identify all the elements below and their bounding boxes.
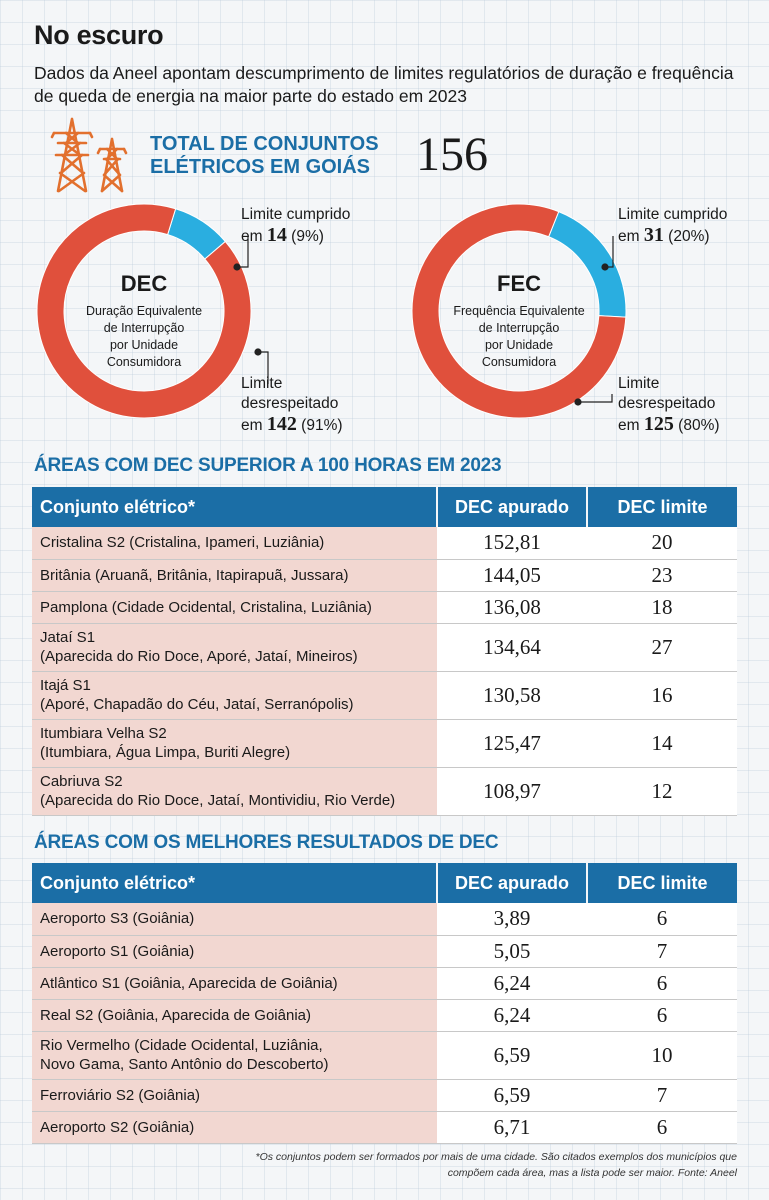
dec-exceeded-value: 142: [266, 413, 297, 435]
cell-set-name-line: Itumbiara Velha S2: [40, 725, 167, 742]
table-row: [32, 1079, 737, 1111]
cell-dec-value: 136,08: [437, 591, 587, 623]
fec-exceeded-label-line1: Limite: [618, 375, 660, 392]
cell-set-name-line: Novo Gama, Santo Antônio do Descoberto): [40, 1056, 329, 1073]
cell-dec-value: 3,89: [437, 903, 587, 935]
cell-dec-limit: 14: [587, 719, 737, 767]
dec-met-label-line1: Limite cumprido: [241, 206, 351, 223]
dec-met-percent: (9%): [291, 228, 324, 245]
fec-exceeded-dot: [575, 399, 581, 405]
cell-set-name-line: Aeroporto S2 (Goiânia): [40, 1118, 195, 1136]
table-row: [32, 967, 737, 999]
table-row: [32, 623, 737, 671]
cell-set-name-line: Cristalina S2 (Cristalina, Ipameri, Luziânia): [40, 534, 325, 552]
dec-met-label: [241, 205, 350, 247]
page-title: No escuro: [34, 20, 164, 50]
cell-set-name-line: (Aparecida do Rio Doce, Aporé, Jataí, Mineiros): [40, 648, 358, 665]
fec-exceeded-value: 125: [643, 413, 674, 435]
table-row: [32, 527, 737, 559]
cell-dec-limit: 10: [587, 1031, 737, 1079]
cell-dec-limit: 7: [587, 935, 737, 967]
cell-dec-value: 6,24: [437, 999, 587, 1031]
cell-dec-value: 130,58: [437, 671, 587, 719]
dec-met-value: 14: [266, 224, 287, 246]
cell-set-name: [32, 623, 437, 671]
dec-exceeded-percent: (91%): [301, 417, 343, 434]
cell-dec-limit: 27: [587, 623, 737, 671]
fec-exceeded-percent: (80%): [678, 417, 720, 434]
dec-desc-line: Consumidora: [106, 355, 182, 369]
cell-set-name-line: Cabriuva S2: [40, 773, 123, 790]
total-label-line1: TOTAL DE CONJUNTOS: [150, 133, 379, 155]
cell-dec-value: 6,24: [437, 967, 587, 999]
cell-set-name: [32, 903, 437, 935]
table-header-row: [32, 487, 737, 527]
table-row: [32, 999, 737, 1031]
table-row: [32, 1031, 737, 1079]
cell-set-name: [32, 527, 437, 559]
worst-dec-table: [32, 487, 737, 816]
cell-set-name-line: Jataí S1: [40, 629, 96, 646]
dec-met-prefix: em: [241, 228, 263, 245]
page-subtitle: Dados da Aneel apontam descumprimento de limites regulatórios de duração e frequência de queda de energia na maior parte do estado em 2023: [34, 63, 734, 106]
cell-set-name-line: Aeroporto S1 (Goiânia): [40, 942, 195, 960]
dec-desc-line: por Unidade: [109, 338, 179, 352]
cell-dec-value: 6,71: [437, 1111, 587, 1143]
cell-set-name: [32, 935, 437, 967]
footnote-line1: *Os conjuntos podem ser formados por mais de uma cidade. São citados exemplos dos municípios que: [255, 1151, 737, 1163]
cell-set-name: [32, 671, 437, 719]
cell-set-name-line: Britânia (Aruanã, Britânia, Itapirapuã, Jussara): [40, 566, 349, 584]
fec-met-value: 31: [643, 224, 664, 246]
cell-set-name-line: (Aporé, Chapadão do Céu, Jataí, Serranópolis): [40, 696, 354, 713]
column-header-dec: DEC apurado: [437, 487, 587, 527]
cell-set-name: [32, 1031, 437, 1079]
cell-set-name: [32, 999, 437, 1031]
cell-set-name: [32, 559, 437, 591]
table-row: [32, 903, 737, 935]
dec-met-dot: [234, 264, 240, 270]
table-row: [32, 1111, 737, 1143]
column-header-limit: DEC limite: [587, 863, 737, 903]
table-row: [32, 767, 737, 815]
dec-exceeded-label-line1: Limite: [241, 375, 283, 392]
total-label-line2: ELÉTRICOS EM GOIÁS: [150, 156, 371, 178]
cell-dec-value: 125,47: [437, 719, 587, 767]
dec-exceeded-prefix: em: [241, 417, 263, 434]
cell-set-name-line: Ferroviário S2 (Goiânia): [40, 1086, 201, 1104]
fec-donut-name: FEC: [497, 271, 541, 296]
cell-set-name: [32, 1111, 437, 1143]
fec-met-percent: (20%): [668, 228, 710, 245]
table-row: [32, 591, 737, 623]
dec-desc-line: de Interrupção: [103, 321, 185, 335]
cell-set-name-line: Atlântico S1 (Goiânia, Aparecida de Goiânia): [40, 974, 338, 992]
cell-set-name-line: (Aparecida do Rio Doce, Jataí, Montividiu, Rio Verde): [40, 792, 396, 809]
table-row: [32, 935, 737, 967]
cell-dec-limit: 18: [587, 591, 737, 623]
fec-exceeded-leader: [578, 394, 612, 402]
cell-set-name-line: Pamplona (Cidade Ocidental, Cristalina, Luziânia): [40, 598, 372, 616]
cell-dec-limit: 6: [587, 1111, 737, 1143]
cell-set-name-line: (Itumbiara, Água Limpa, Buriti Alegre): [40, 744, 291, 761]
fec-met-dot: [602, 264, 608, 270]
cell-dec-limit: 6: [587, 903, 737, 935]
cell-set-name-line: Aeroporto S3 (Goiânia): [40, 910, 195, 928]
cell-dec-limit: 16: [587, 671, 737, 719]
fec-exceeded-prefix: em: [618, 417, 640, 434]
cell-set-name: [32, 591, 437, 623]
cell-dec-limit: 23: [587, 559, 737, 591]
cell-dec-value: 144,05: [437, 559, 587, 591]
fec-desc-line: por Unidade: [484, 338, 554, 352]
cell-dec-limit: 7: [587, 1079, 737, 1111]
column-header-set: Conjunto elétrico*: [32, 863, 437, 903]
column-header-limit: DEC limite: [587, 487, 737, 527]
column-header-set: Conjunto elétrico*: [32, 487, 437, 527]
cell-dec-value: 108,97: [437, 767, 587, 815]
dec-exceeded-label: [241, 374, 343, 436]
cell-set-name: [32, 719, 437, 767]
footnote: [157, 1149, 737, 1181]
worst-dec-section-title: ÁREAS COM DEC SUPERIOR A 100 HORAS EM 2023: [34, 455, 502, 476]
cell-dec-value: 152,81: [437, 527, 587, 559]
dec-exceeded-dot: [255, 349, 261, 355]
dec-donut-name: DEC: [120, 271, 168, 296]
cell-set-name-line: Real S2 (Goiânia, Aparecida de Goiânia): [40, 1006, 311, 1024]
cell-set-name: [32, 767, 437, 815]
fec-desc-line: Consumidora: [481, 355, 557, 369]
dec-exceeded-label-line2: desrespeitado: [241, 395, 339, 412]
cell-dec-value: 134,64: [437, 623, 587, 671]
total-value: 156: [416, 128, 488, 181]
fec-met-prefix: em: [618, 228, 640, 245]
cell-dec-limit: 20: [587, 527, 737, 559]
cell-dec-value: 6,59: [437, 1079, 587, 1111]
cell-set-name: [32, 967, 437, 999]
table-row: [32, 559, 737, 591]
cell-dec-value: 6,59: [437, 1031, 587, 1079]
fec-desc-line: Frequência Equivalente: [453, 304, 585, 318]
fec-met-label: [618, 205, 727, 247]
dec-desc-line: Duração Equivalente: [85, 304, 203, 318]
fec-exceeded-label-line2: desrespeitado: [618, 395, 716, 412]
cell-dec-value: 5,05: [437, 935, 587, 967]
table-row: [32, 719, 737, 767]
fec-desc-line: de Interrupção: [478, 321, 560, 335]
cell-dec-limit: 6: [587, 967, 737, 999]
table-header-row: [32, 863, 737, 903]
fec-met-label-line1: Limite cumprido: [618, 206, 728, 223]
table-row: [32, 671, 737, 719]
cell-dec-limit: 12: [587, 767, 737, 815]
cell-set-name-line: Rio Vermelho (Cidade Ocidental, Luziânia,: [40, 1037, 323, 1054]
cell-set-name: [32, 1079, 437, 1111]
fec-met-leader: [605, 236, 613, 267]
footnote-line2: compõem cada área, mas a lista pode ser maior. Fonte: Aneel: [447, 1167, 737, 1179]
cell-set-name-line: Itajá S1: [40, 677, 91, 694]
column-header-dec: DEC apurado: [437, 863, 587, 903]
cell-dec-limit: 6: [587, 999, 737, 1031]
best-dec-table: [32, 863, 737, 1144]
fec-exceeded-label: [618, 374, 720, 436]
best-dec-section-title: ÁREAS COM OS MELHORES RESULTADOS DE DEC: [34, 832, 499, 853]
